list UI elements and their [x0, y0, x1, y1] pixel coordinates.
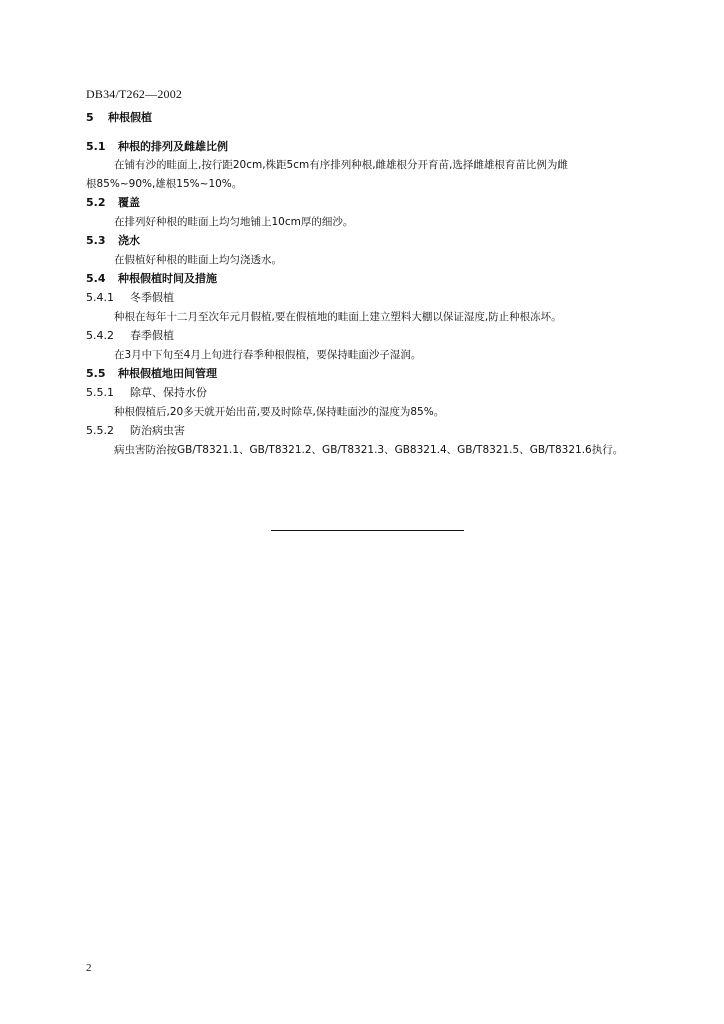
section-5-3-paragraph: 在假植好种根的畦面上均匀浇透水。 [114, 254, 282, 266]
section-title: 除草、保持水份 [130, 386, 207, 399]
section-5-4-heading [86, 272, 217, 286]
section-number: 5.5.1 [86, 386, 114, 399]
section-5-3-heading [86, 234, 140, 248]
section-5-4-2-paragraph: 在3月中下旬至4月上旬进行春季种根假植，要保持畦面沙子湿润。 [114, 349, 422, 361]
section-number: 5.4.1 [86, 291, 114, 304]
section-title: 防治病虫害 [130, 424, 185, 437]
section-number: 5.1 [86, 140, 106, 153]
section-5-4-2-heading [86, 329, 174, 343]
section-number: 5.5 [86, 367, 106, 380]
section-title: 种根假植 [108, 111, 152, 124]
section-5-4-1-heading [86, 291, 174, 305]
section-title: 浇水 [118, 234, 140, 247]
section-5-5-2-heading [86, 424, 185, 438]
section-title: 冬季假植 [130, 291, 174, 304]
section-5-4-1-paragraph: 种根在每年十二月至次年元月假植,要在假植地的畦面上建立塑料大棚以保证湿度,防止种根冻坏。 [114, 311, 562, 323]
section-title: 种根假植地田间管理 [118, 367, 217, 380]
section-5-2-paragraph: 在排列好种根的畦面上均匀地铺上10cm厚的细沙。 [114, 216, 354, 228]
section-number: 5.4.2 [86, 329, 114, 342]
section-5-2-heading [86, 196, 140, 210]
section-5-1-paragraph-line-2: 根85%~90%,雄根15%~10%。 [86, 178, 243, 190]
section-5-5-heading [86, 367, 217, 381]
section-5-1-paragraph-line-1: 在铺有沙的畦面上,按行距20cm,株距5cm有序排列种根,雌雄根分开育苗,选择雌雄根育苗比例为雌 [114, 159, 568, 171]
section-title: 种根假植时间及措施 [118, 272, 217, 285]
section-title: 种根的排列及雌雄比例 [118, 140, 228, 153]
section-number: 5.4 [86, 272, 106, 285]
end-of-standard-rule [271, 530, 464, 531]
page-number: 2 [86, 962, 92, 974]
section-number: 5 [86, 111, 94, 124]
section-5-5-2-paragraph: 病虫害防治按GB/T8321.1、GB/T8321.2、GB/T8321.3、GB8321.4、GB/T8321.5、GB/T8321.6执行。 [114, 444, 624, 456]
section-5-5-1-paragraph: 种根假植后,20多天就开始出苗,要及时除草,保持畦面沙的湿度为85%。 [114, 406, 445, 418]
section-5-5-1-heading [86, 386, 207, 400]
document-code: DB34/T262—2002 [86, 87, 183, 101]
section-title: 春季假植 [130, 329, 174, 342]
section-number: 5.2 [86, 196, 106, 209]
section-5-heading [86, 111, 152, 125]
section-5-1-heading [86, 140, 228, 154]
section-number: 5.3 [86, 234, 106, 247]
section-number: 5.5.2 [86, 424, 114, 437]
section-title: 覆盖 [118, 196, 140, 209]
